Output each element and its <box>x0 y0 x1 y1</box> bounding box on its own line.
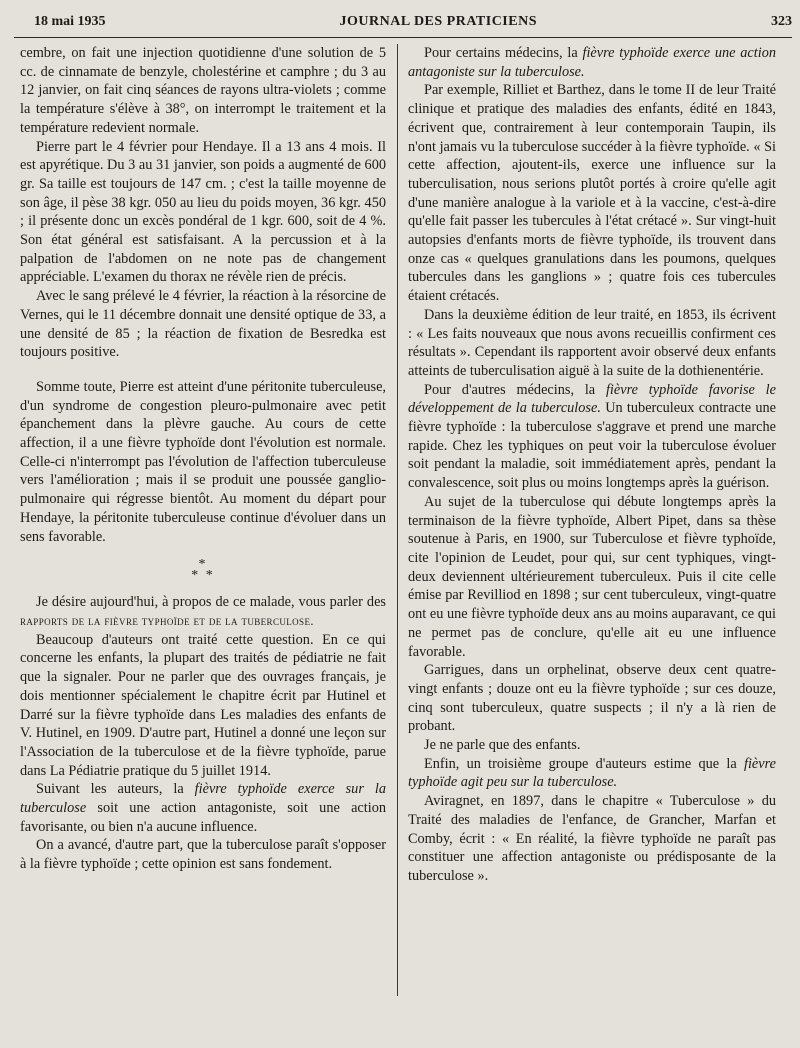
paragraph: On a avancé, d'autre part, que la tuberculose paraît s'opposer à la fièvre typhoïde ; cette opinion est sans fondement. <box>20 837 386 873</box>
paragraph: Beaucoup d'auteurs ont traité cette question. En ce qui concerne les enfants, la plupart des traités de pédiatrie ne fait que la signaler. Pour ne parler que des ouvrages français, je dois mentionner spécialement le chapitre écrit par Hutinel et Darré sur la fièvre typhoïde dans Les maladies des enfants de V. Hutinel, en 1909. D'autre part, Hutinel a donné une leçon sur l'Association de la tuberculose et de la fièvre typhoïde, parue dans La Pédiatrie pratique du 5 juillet 1914. <box>20 631 386 779</box>
asterism-top: * <box>198 557 208 573</box>
italic-run: fièvre typhoïde favorise le développement de la tuberculose. <box>408 381 776 417</box>
left-column <box>20 44 386 874</box>
small-caps-run: rapports de la fièvre typhoïde et de la tuberculose. <box>20 613 314 628</box>
paragraph: Dans la deuxième édition de leur traité, en 1853, ils écrivent : « Les faits nouveaux que nous avons recueillis confirment ces résultats ». Cependant ils rapportent avoir observé deux enfants atteints de tuberculisation aiguë à la suite de la dothienentérie. <box>408 306 776 379</box>
text-run: soit une action antagoniste, soit une action favorisante, ou bien n'a aucune influence. <box>20 800 386 835</box>
header-journal-title: JOURNAL DES PRATICIENS <box>339 14 537 29</box>
header-page-number: 323 <box>770 14 792 29</box>
right-column <box>408 44 776 886</box>
paragraph: Garrigues, dans un orphelinat, observe deux cent quatre-vingt enfants ; douze ont eu la fièvre typhoïde ; sur ces douze, cinq sont tuberculeux, quatre suspects ; il n'y a là rien de probant. <box>408 662 776 735</box>
column-divider <box>397 44 398 996</box>
page-header <box>34 14 792 34</box>
paragraph <box>20 780 386 836</box>
paragraph: cembre, on fait une injection quotidienne d'une solution de 5 cc. de cinnamate de benzyle, cholestérine et camphre ; du 3 au 12 janvier, on fait cinq séances de rayons ultra-violets ; comme la température s'élève à 38°, on interrompt le traitement et la température redevient normale. <box>20 45 386 136</box>
asterism-bottom: * * <box>191 568 215 584</box>
paragraph: Pierre part le 4 février pour Hendaye. Il a 13 ans 4 mois. Il est apyrétique. Du 3 au 31 janvier, son poids a augmenté de 600 gr. Sa taille est toujours de 147 cm. ; c'est la taille moyenne de son âge, il pèse 38 kgr. 050 au lieu du poids moyen, 36 kgr. 450 ; il présente donc un excès pondéral de 1 kgr. 600, soit de 4 %. Son état général est satisfaisant. A la percussion et à la palpation de l'abdomen on ne note pas de changement appréciable. L'examen du thorax ne révèle rien de précis. <box>20 138 386 286</box>
italic-run: fièvre typhoïde exerce une action antagoniste sur la tuberculose. <box>408 45 776 80</box>
paragraph <box>20 593 386 630</box>
text-run: Je désire aujourd'hui, à propos de ce malade, vous parler des <box>36 594 386 611</box>
header-rule <box>14 37 792 38</box>
paragraph <box>408 44 776 81</box>
paragraph: Par exemple, Rilliet et Barthez, dans le tome II de leur Traité clinique et pratique des maladies des enfants, édité en 1843, écrivent que, contrairement à leur contemporain Taupin, ils n'ont jamais vu la tuberculose succéder à la fièvre typhoïde. « Si cette affection, ajoutent-ils, exerce une influence sur la tuberculisation, nous serions plutôt portés à croire qu'elle agit d'une manière analogue à la variole et à la vaccine, c'est-à-dire qu'elle fait passer les tubercules à l'état crétacé ». Sur vingt-huit autopsies d'enfants morts de fièvre typhoïde, ils trouvent dans onze cas « quelques granulations dans les poumons, quelques tubercules dans les ganglions » ; quatre fois ces tubercules étaient crétacés. <box>408 82 776 305</box>
header-date: 18 mai 1935 <box>34 14 106 29</box>
paragraph <box>408 755 776 792</box>
paragraph: Au sujet de la tuberculose qui débute longtemps après la terminaison de la fièvre typhoïde, Albert Pipet, dans sa thèse soutenue à Paris, en 1900, sur Tuberculose et fièvre typhoïde, cite l'opinion de Leudet, pour qui, sur cent typhiques, vingt-deux deviennent ultérieurement tuberculeux. Puis il cite celle émise par Revilliod en 1898 ; sur cent tuberculeux, vingt-quatre ont eu une fièvre typhoïde deux ans au moins auparavant, ce qui ne permet pas de conclure, qu'elle ait eu une influence favorable. <box>408 493 776 660</box>
text-run: Pour d'autres médecins, la <box>424 381 606 398</box>
text-run: Suivant les auteurs, la <box>36 781 195 798</box>
paragraph: Somme toute, Pierre est atteint d'une péritonite tuberculeuse, d'un syndrome de congestion pleuro-pulmonaire avec petit épanchement dans la plèvre gauche. Au cours de cette affection, il a une fièvre typhoïde dont l'évolution est normale. Celle-ci n'interrompt pas l'évolution de l'affection tuberculeuse vers l'amélioration ; mais il se produit une poussée ganglio-pulmonaire qui régresse bientôt. Au moment du départ pour Hendaye, la péritonite tuberculeuse continue d'évoluer dans un sens favorable. <box>20 378 386 545</box>
text-run: Pour certains médecins, la <box>424 45 583 61</box>
paragraph: Je ne parle que des enfants. <box>424 737 581 754</box>
italic-run: fièvre typhoïde exerce sur la tuberculose <box>20 781 386 817</box>
italic-run: fièvre typhoïde agit peu sur la tuberculose. <box>408 755 776 791</box>
paragraph: Avec le sang prélevé le 4 février, la réaction à la résorcine de Vernes, qui le 11 décembre donnait une densité optique de 33, a une densité de 85 ; la réaction de fixation de Besredka est toujours positive. <box>20 288 386 361</box>
text-run: Un tuberculeux contracte une fièvre typhoïde : la tuberculose s'aggrave et prend une marche rapide. Chez les typhiques on peut voir la tuberculose évoluer soit pendant la maladie, soit immédiatement après, pendant la convalescence, soit plus ou moins longtemps après la guérison. <box>408 400 776 492</box>
text-run: Enfin, un troisième groupe d'auteurs estime que la <box>424 755 744 772</box>
paragraph <box>408 381 776 493</box>
paragraph: Aviragnet, en 1897, dans le chapitre « Tuberculose » du Traité des maladies de l'enfance, de Grancher, Marfan et Comby, écrit : « En réalité, la fièvre typhoïde ne paraît pas constituer une affection antagoniste ou prédisposante de la tuberculose ». <box>408 793 776 884</box>
section-asterism <box>20 557 386 584</box>
